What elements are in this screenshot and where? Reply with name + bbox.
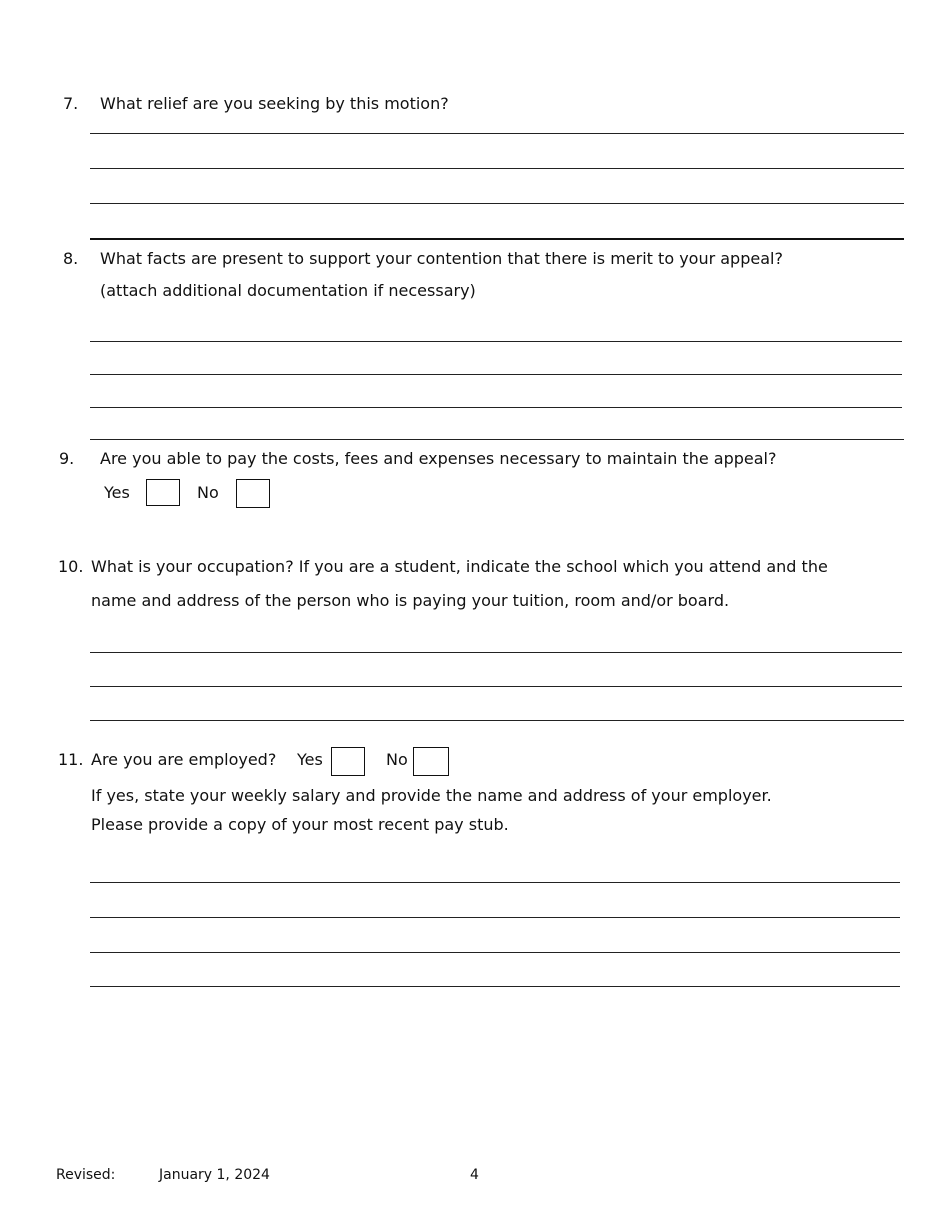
q9-no-label: No [197,483,219,502]
q11-instruction-line2: Please provide a copy of your most recent pay stub. [91,815,509,834]
q7-answer-line[interactable] [90,203,904,204]
q7-answer-line[interactable] [90,133,904,134]
q8-note: (attach additional documentation if necessary) [100,281,476,300]
footer-revised-date: January 1, 2024 [159,1167,270,1183]
q8-answer-line[interactable] [90,341,902,342]
q11-yes-label: Yes [297,750,323,769]
q10-answer-line[interactable] [90,720,904,721]
q9-question: Are you able to pay the costs, fees and expenses necessary to maintain the appeal? [100,449,777,468]
q11-answer-line[interactable] [90,882,900,883]
q11-answer-line[interactable] [90,952,900,953]
q11-answer-line[interactable] [90,917,900,918]
q9-no-checkbox[interactable] [236,479,270,508]
q11-number: 11. [58,750,84,769]
q11-question: Are you are employed? [91,750,277,769]
q11-yes-checkbox[interactable] [331,747,365,776]
q7-question: What relief are you seeking by this motion? [100,94,449,113]
q10-answer-line[interactable] [90,652,902,653]
q7-number: 7. [63,94,79,113]
q8-answer-line[interactable] [90,374,902,375]
q7-answer-line[interactable] [90,238,904,240]
q9-number: 9. [59,449,75,468]
q11-answer-line[interactable] [90,986,900,987]
q9-yes-label: Yes [104,483,130,502]
q11-no-checkbox[interactable] [413,747,449,776]
q8-answer-line[interactable] [90,439,904,440]
q10-number: 10. [58,557,84,576]
page-number: 4 [470,1167,479,1183]
q7-answer-line[interactable] [90,168,904,169]
footer-revised-label: Revised: [56,1167,116,1183]
q10-answer-line[interactable] [90,686,902,687]
q11-instruction-line1: If yes, state your weekly salary and provide the name and address of your employer. [91,786,772,805]
q8-number: 8. [63,249,79,268]
q9-yes-checkbox[interactable] [146,479,180,506]
q8-question: What facts are present to support your contention that there is merit to your appeal? [100,249,783,268]
q10-question-line1: What is your occupation? If you are a student, indicate the school which you attend and the [91,557,828,576]
q10-question-line2: name and address of the person who is paying your tuition, room and/or board. [91,591,730,610]
q11-no-label: No [386,750,408,769]
q8-answer-line[interactable] [90,407,902,408]
